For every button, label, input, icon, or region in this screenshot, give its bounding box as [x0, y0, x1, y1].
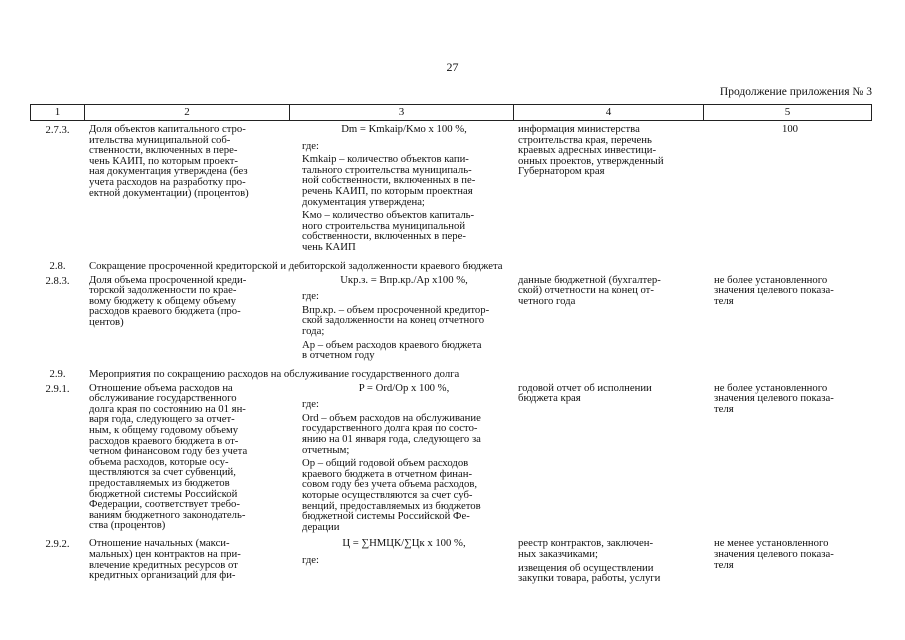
section-number: 2.8. [49, 259, 66, 272]
text-line: ного строительства муниципальной [302, 219, 466, 232]
text-line: Доля объектов капитального стро- [89, 123, 246, 135]
text-line: не менее установленного [714, 537, 829, 550]
text-line: ительства муниципальной соб- [89, 133, 231, 146]
row-number: 2.9.2. [45, 538, 70, 551]
text-line: ваниям бюджетного законодатель- [89, 508, 246, 521]
target-value [704, 538, 872, 586]
table [30, 104, 872, 587]
data-source [514, 538, 704, 586]
text-line: бюджетной системы Российской Фе- [302, 510, 470, 523]
indicator-name [85, 383, 290, 536]
row-number: 2.8.3. [45, 274, 70, 287]
text-line: Губернатором края [518, 165, 605, 178]
text-line: годовой отчет об исполнении [518, 381, 652, 394]
calculation-method [290, 383, 514, 536]
text-line: теля [714, 402, 734, 415]
indicator-name [85, 538, 290, 586]
formula-where: где: [302, 398, 320, 411]
text-line: мальных) цен контрактов на при- [89, 548, 241, 560]
indicator-name [85, 124, 290, 256]
table-row [30, 124, 872, 256]
source-paragraph [518, 563, 698, 584]
variable-definition [302, 458, 506, 532]
section-number: 2.9. [49, 367, 66, 380]
text-line: ской) отчетности на конец от- [518, 284, 654, 297]
text-line: краевого бюджета в отчетном финан- [302, 467, 473, 480]
data-source [514, 124, 704, 256]
text-line: не более установленного [714, 273, 828, 286]
variable-definition [302, 210, 506, 252]
text-line: Доля объема просроченной креди- [89, 273, 247, 286]
target-value [704, 383, 872, 536]
text-line: данные бюджетной (бухгалтер- [518, 273, 661, 286]
text-line: онных проектов, утвержденный [518, 154, 664, 167]
text-line: ственности, включенных в пере- [89, 144, 238, 157]
header-cell: 4 [514, 105, 704, 120]
section-title: Сокращение просроченной кредиторской и дебиторской задолженности краевого бюджета [89, 259, 503, 272]
text-line: собственности, включенных в пере- [302, 230, 466, 243]
text-line: ской задолженности на конец отчетного [302, 314, 485, 327]
text-line: вому бюджету к общему объему [89, 294, 237, 307]
page-number: 27 [446, 60, 459, 74]
text-line: в отчетном году [302, 349, 375, 362]
section-row [30, 260, 872, 272]
source-paragraph [518, 275, 698, 307]
text-line: Ord – объем расходов на обслуживание [302, 411, 481, 424]
indicator-name [85, 275, 290, 364]
formula: Uкр.з. = Впр.кр./Ар х100 %, [340, 273, 468, 286]
text-line: Bпр.кр. – объем просроченной кредитор- [302, 303, 490, 316]
text-line: венций, предоставляемых из бюджетов [302, 499, 481, 512]
text-line: Федерации, соответствует требо- [89, 498, 240, 511]
text-line: янию на 01 января года, следующего за [302, 433, 481, 446]
text-line: теля [714, 294, 734, 307]
section-row [30, 368, 872, 380]
variable-definition [302, 413, 506, 455]
table-body [30, 124, 872, 587]
text-line: значения целевого показа- [714, 284, 834, 297]
source-paragraph [518, 538, 698, 559]
text-line: ектной документации) (процентов) [89, 186, 249, 199]
calculation-method [290, 538, 514, 586]
variable-definition [302, 305, 506, 337]
target-value [704, 275, 872, 364]
text-line: четном финансовом году без учета [89, 445, 248, 458]
source-paragraph [518, 124, 698, 177]
table-header [30, 104, 872, 121]
header-cell: 3 [290, 105, 514, 120]
text-line: ных заказчиками; [518, 548, 598, 560]
continuation-label: Продолжение приложения № 3 [719, 86, 872, 98]
text-line: строительства края, перечень [518, 133, 652, 146]
row-number: 2.7.3. [45, 124, 70, 136]
text-line: года; [302, 324, 325, 337]
text-line: чень КАИП, по которым проект- [89, 154, 238, 167]
text-line: государственного долга края по состо- [302, 422, 478, 435]
table-row [30, 538, 872, 586]
text-line: значения целевого показа- [714, 392, 834, 405]
text-line: Op – общий годовой объем расходов [302, 457, 469, 470]
text-line: Отношение объема расходов на [89, 381, 233, 394]
formula: Ц = ∑НМЦК/∑Цк x 100 %, [342, 537, 466, 550]
text-line: ществляются за счет субвенций, [89, 466, 236, 479]
text-line: учета расходов на разработку про- [89, 175, 246, 188]
text-line: теля [714, 558, 734, 571]
text-line: тального строительства муниципаль- [302, 163, 472, 176]
text-line: четного года [518, 294, 576, 307]
text-line: Отношение начальных (макси- [89, 537, 230, 550]
text-line: обслуживание государственного [89, 392, 237, 405]
text-line: информация министерства [518, 123, 640, 135]
formula-where: где: [302, 290, 320, 303]
text-line: ным, к общему годовому объему [89, 424, 239, 437]
formula: Dm = Kmkaip/Kмо x 100 %, [341, 123, 467, 135]
text-line: Kмо – количество объектов капиталь- [302, 209, 475, 222]
text-line: краевых адресных инвестици- [518, 144, 657, 157]
data-source [514, 383, 704, 536]
text-line: расходов краевого бюджета в от- [89, 434, 239, 447]
text-line: 100 [781, 123, 799, 135]
text-line: кредитных организаций для фи- [89, 569, 236, 582]
text-line: отчетным; [302, 443, 350, 456]
text-line: влечение кредитных ресурсов от [89, 558, 238, 571]
text-line: закупки товара, работы, услуги [518, 572, 661, 585]
text-line: чень КАИП [302, 240, 356, 253]
header-cell: 2 [85, 105, 290, 120]
text-line: документация утверждена; [302, 195, 425, 208]
calculation-method [290, 275, 514, 364]
header-cell: 5 [704, 105, 872, 120]
data-source [514, 275, 704, 364]
table-row [30, 275, 872, 364]
text-line: дерации [302, 520, 340, 533]
calculation-method [290, 124, 514, 256]
text-line: ная документация утверждена (без [89, 165, 248, 178]
text-line: объема расходов, которые осу- [89, 455, 229, 468]
text-line: которые осуществляются за счет суб- [302, 489, 473, 502]
text-line: центов) [89, 315, 124, 328]
row-number: 2.9.1. [45, 382, 70, 395]
target-value [704, 124, 872, 256]
table-row [30, 383, 872, 536]
text-line: значения целевого показа- [714, 548, 834, 560]
section-title: Мероприятия по сокращению расходов на обслуживание государственного долга [89, 367, 460, 380]
source-paragraph [518, 383, 698, 404]
formula-where: где: [302, 139, 320, 152]
text-line: Kmkaip – количество объектов капи- [302, 153, 469, 166]
formula: P = Ord/Op x 100 %, [358, 381, 450, 394]
text-line: реестр контрактов, заключен- [518, 537, 654, 550]
text-line: бюджетной системы Российской [89, 487, 238, 500]
text-line: расходов краевого бюджета (про- [89, 305, 241, 318]
text-line: не более установленного [714, 381, 828, 394]
text-line: совом году без учета объема расходов, [302, 478, 478, 491]
text-line: речень КАИП, по которым проектная [302, 184, 473, 197]
text-line: торской задолженности по крае- [89, 284, 237, 297]
header-cell: 1 [30, 105, 85, 120]
text-line: варя года, следующего за отчет- [89, 413, 235, 426]
text-line: извещения об осуществлении [518, 561, 654, 574]
text-line: ной собственности, включенных в пе- [302, 174, 476, 187]
text-line: предоставляемых из бюджетов [89, 477, 230, 490]
text-line: ства (процентов) [89, 519, 166, 532]
text-line: Aр – объем расходов краевого бюджета [302, 338, 482, 351]
variable-definition [302, 340, 506, 361]
variable-definition [302, 154, 506, 207]
text-line: бюджета края [518, 392, 581, 405]
text-line: долга края по состоянию на 01 ян- [89, 402, 246, 415]
formula-where: где: [302, 554, 320, 566]
